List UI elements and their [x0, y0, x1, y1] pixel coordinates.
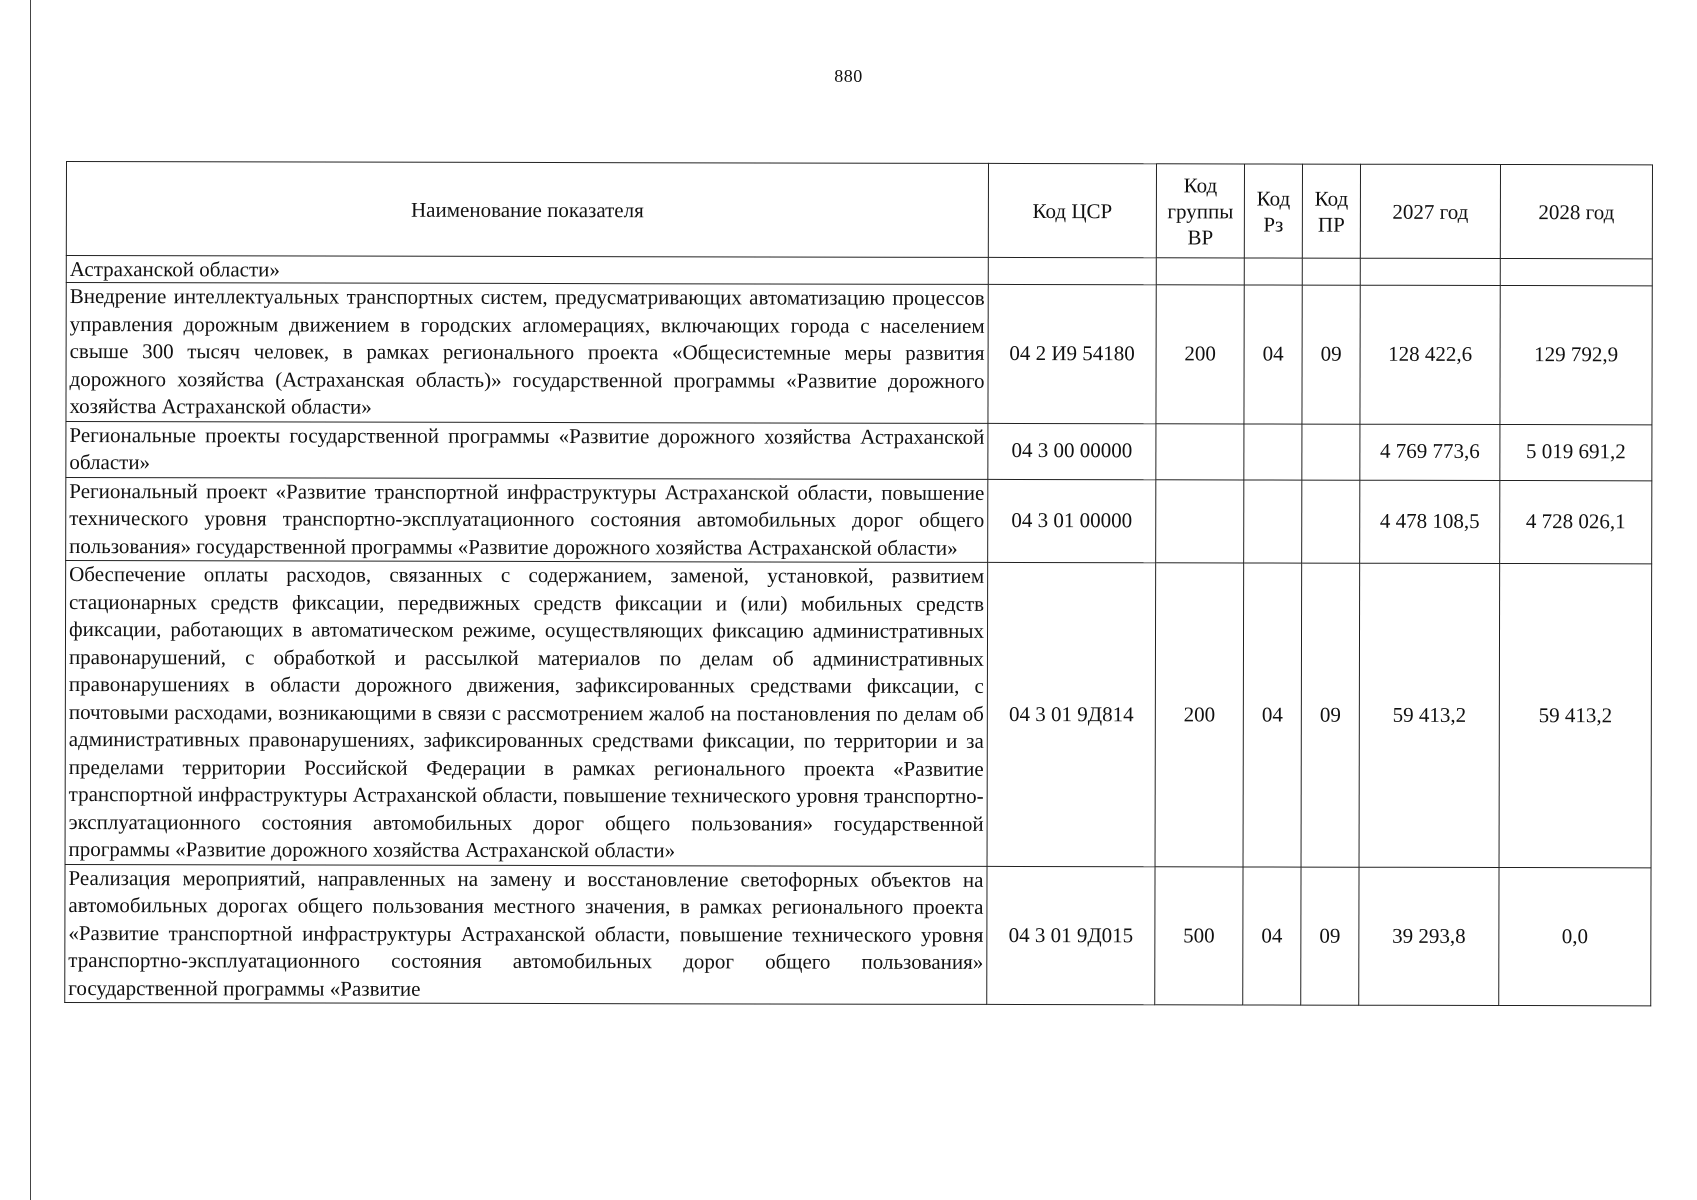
page-number: 880	[834, 66, 863, 86]
header-year-2028: 2028 год	[1500, 165, 1652, 259]
row-csr-code: 04 3 01 00000	[988, 479, 1156, 563]
row-csr-code: 04 3 00 00000	[988, 423, 1156, 479]
row-name: Внедрение интеллектуальных транспортных систем, предусматривающих автоматизацию процессов управления дорожным движением в городских агломерациях, включающих города с населением свыше 300 тысяч человек, в рамках регионального проекта «Общесистемные меры развития дорожного хозяйства (Астраханская область)» государственной программы «Развитие дорожного хозяйства Астраханской области»	[66, 283, 988, 423]
row-pr-code	[1302, 258, 1360, 285]
table-row	[65, 864, 1651, 1006]
table-header-row	[66, 162, 1652, 259]
header-csr-code: Код ЦСР	[988, 163, 1156, 257]
row-value-2027: 4 478 108,5	[1360, 480, 1500, 564]
row-rz-code: 04	[1243, 563, 1302, 867]
row-vr-code	[1156, 423, 1244, 479]
row-vr-code	[1156, 479, 1244, 563]
row-name: Обеспечение оплаты расходов, связанных с содержанием, заменой, установкой, развитием стационарных средств фиксации, передвижных средств фиксации и (или) мобильных средств фиксации, работающих в автоматическом режиме, осуществляющих фиксацию административных правонарушений, с обработкой и рассылкой материалов по делам об административных правонарушениях в области дорожного движения, зафиксированных средствами фиксации, с почтовыми расходами, возникающими в связи с рассмотрением жалоб на постановления по делам об административных правонарушениях, зафиксированных средствами фиксации, по территории и за пределами территории Российской Федерации в рамках регионального проекта «Развитие транспортной инфраструктуры Астраханской области, повышение технического уровня транспортно-эксплуатационного состояния автомобильных дорог общего пользования» государственной программы «Развитие дорожного хозяйства Астраханской области»	[65, 561, 988, 866]
row-rz-code	[1244, 258, 1302, 285]
binding-margin-line	[30, 0, 31, 1200]
row-pr-code	[1302, 480, 1360, 564]
row-vr-code	[1156, 258, 1244, 285]
row-csr-code: 04 3 01 9Д814	[987, 562, 1156, 866]
row-name: Астраханской области»	[66, 256, 988, 285]
row-csr-code	[988, 257, 1156, 284]
row-vr-code: 200	[1155, 563, 1244, 867]
header-year-2027: 2027 год	[1360, 164, 1500, 258]
row-value-2028: 4 728 026,1	[1500, 480, 1652, 564]
header-rz-code: Код Рз	[1244, 164, 1302, 258]
table-row	[66, 477, 1652, 564]
table-row	[66, 421, 1652, 480]
row-vr-code: 200	[1156, 285, 1244, 424]
row-rz-code: 04	[1243, 866, 1301, 1005]
row-value-2027: 59 413,2	[1359, 563, 1500, 867]
row-value-2028: 129 792,9	[1500, 286, 1652, 425]
row-csr-code: 04 3 01 9Д015	[987, 866, 1155, 1005]
row-value-2027: 39 293,8	[1359, 867, 1499, 1006]
row-pr-code: 09	[1301, 563, 1360, 867]
row-rz-code	[1244, 423, 1302, 479]
row-value-2027: 4 769 773,6	[1360, 424, 1500, 480]
row-rz-code: 04	[1244, 285, 1302, 424]
row-name: Реализация мероприятий, направленных на замену и восстановление светофорных объектов на автомобильных дорогах общего пользования местного значения, в рамках регионального проекта «Развитие транспортной инфраструктуры Астраханской области, повышение технического уровня транспортно-эксплуатационного состояния автомобильных дорог общего пользования» государственной программы «Развитие	[65, 864, 987, 1004]
row-pr-code	[1302, 424, 1360, 480]
row-value-2028: 0,0	[1499, 867, 1651, 1006]
budget-table	[64, 161, 1653, 1006]
table-row	[66, 256, 1652, 286]
header-indicator-name: Наименование показателя	[66, 162, 988, 258]
header-pr-code: Код ПР	[1302, 164, 1360, 258]
header-vr-group-code: Код группы ВР	[1156, 164, 1244, 258]
row-value-2027	[1360, 258, 1500, 285]
row-value-2027: 128 422,6	[1360, 285, 1500, 424]
row-value-2028	[1500, 259, 1652, 286]
row-csr-code: 04 2 И9 54180	[988, 284, 1156, 423]
table-row	[65, 561, 1652, 868]
row-name: Региональный проект «Развитие транспортной инфраструктуры Астраханской области, повышение технического уровня транспортно-эксплуатационного состояния автомобильных дорог общего пользования» государственной программы «Развитие дорожного хозяйства Астраханской области»	[66, 477, 988, 562]
row-pr-code: 09	[1302, 285, 1360, 424]
row-rz-code	[1244, 479, 1302, 563]
row-vr-code: 500	[1155, 866, 1243, 1005]
row-value-2028: 59 413,2	[1499, 564, 1652, 868]
table-row	[66, 283, 1652, 425]
row-name: Региональные проекты государственной программы «Развитие дорожного хозяйства Астраханской области»	[66, 421, 988, 479]
row-value-2028: 5 019 691,2	[1500, 424, 1652, 480]
row-pr-code: 09	[1301, 867, 1359, 1006]
